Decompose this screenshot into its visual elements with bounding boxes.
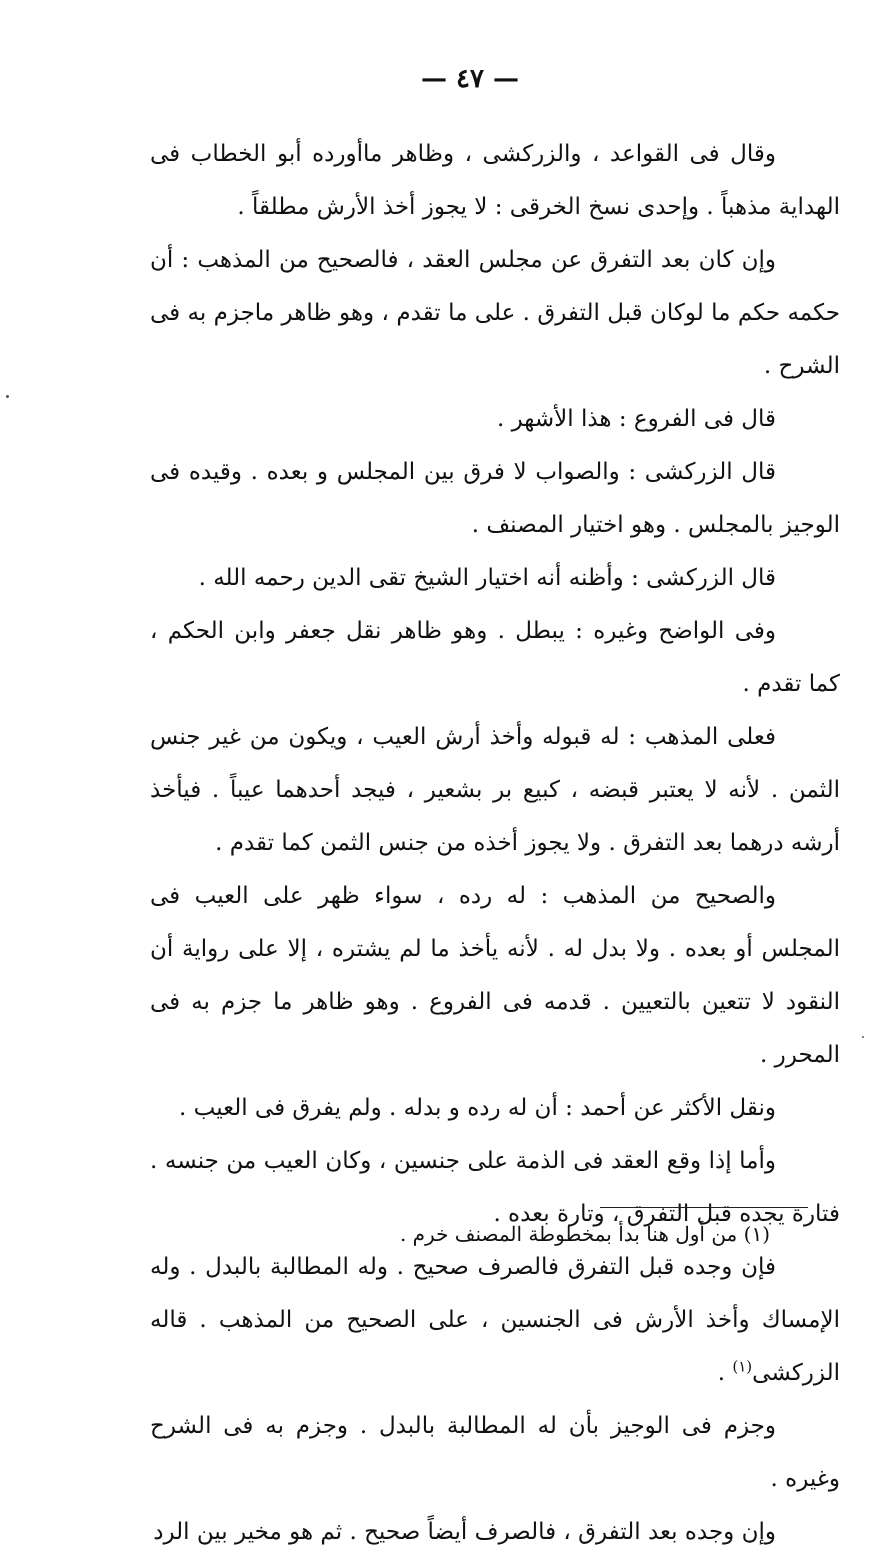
paragraph — [150, 870, 840, 1082]
scan-speck — [862, 1036, 864, 1038]
main-text — [150, 128, 840, 1559]
footnote: (١) من أول هنا بدأ بمخطوطة المصنف خرم . — [399, 1222, 770, 1246]
text-line: التفرق . ولا يجوز أخذه من جنس الثمن كما تقدم . — [215, 830, 686, 856]
footnote-reference[interactable]: (١) — [732, 1357, 753, 1376]
text-line: لأنه لا يعتبر قبضه ، كبيع بر بشعير ، فيجد أحدهما عيباً . فيأخذ أرشه درهما بعد — [150, 777, 840, 856]
text-line: فإن وجده قبل التفرق فالصرف صحيح . وله المطالبة بالبدل . وله الإمساك — [150, 1254, 840, 1333]
text-line: وأخذ الأرش فى الجنسين ، على الصحيح من المذهب . قاله الزركشى — [150, 1307, 840, 1386]
text-line: قدمه فى الفروع . وهو ظاهر ما جزم به فى المحرر . — [150, 989, 840, 1068]
paragraph — [150, 552, 840, 605]
text-line: قال فى الفروع : هذا الأشهر . — [496, 406, 776, 432]
paragraph — [150, 446, 840, 552]
text-line: وفى الواضح وغيره : يبطل . وهو ظاهر نقل جعفر وابن الحكم ، كما تقدم . — [150, 618, 840, 697]
paragraph — [150, 1241, 840, 1400]
text-line: قال الزركشى : والصواب لا فرق بين المجلس و بعده . وقيده فى الوجيز — [150, 459, 840, 538]
text-line: يجده قبل التفرق ، وتارة بعده . — [493, 1201, 785, 1227]
paragraph — [150, 234, 840, 393]
text-line: وإن وجده بعد التفرق ، فالصرف أيضاً صحيح . ثم هو مخير بين الرد — [153, 1519, 776, 1545]
text-line: بالمجلس . وهو اختيار المصنف . — [471, 512, 774, 538]
paragraph — [150, 393, 840, 446]
page-number: — ٤٧ — — [420, 64, 520, 94]
paragraph — [150, 1400, 840, 1506]
text-line: فعلى المذهب : له قبوله وأخذ أرش العيب ، ويكون من غير جنس الثمن . — [150, 724, 840, 803]
text-line: والصحيح من المذهب : له رده ، سواء ظهر على العيب فى المجلس أو بعده . — [150, 883, 841, 962]
text-line: قال الزركشى : وأظنه أنه اختيار الشيخ تقى الدين رحمه الله . — [198, 565, 776, 591]
text-line: وأما إذا وقع العقد فى الذمة على جنسين ، وكان العيب من جنسه . فتارة — [150, 1148, 840, 1227]
text-line-tail: . — [717, 1360, 733, 1386]
text-line: ونقل الأكثر عن أحمد : أن له رده و بدله . ولم يفرق فى العيب . — [178, 1095, 776, 1121]
scan-speck — [6, 395, 9, 398]
paragraph — [150, 605, 840, 711]
text-line: وإن كان بعد التفرق عن مجلس العقد ، فالصحيح من المذهب : أن حكمه — [150, 247, 840, 326]
text-line: حكم ما لوكان قبل التفرق . على ما تقدم ، وهو ظاهر ماجزم به فى الشرح . — [150, 300, 840, 379]
text-line: وقال فى القواعد ، والزركشى ، وظاهر ماأورده أبو الخطاب فى الهداية مذهباً . — [150, 141, 840, 220]
paragraph — [150, 1082, 840, 1135]
text-line: وجزم فى الوجيز بأن له المطالبة بالبدل . وجزم به فى الشرح وغيره . — [150, 1413, 840, 1492]
paragraph — [150, 1506, 840, 1559]
paragraph — [150, 711, 840, 870]
text-line: ولا بدل له . لأنه يأخذ ما لم يشتره ، إلا على رواية أن النقود لا تتعين بالتعيين . — [150, 936, 841, 1015]
text-line: وإحدى نسخ الخرقى : لا يجوز أخذ الأرش مطلقاً . — [237, 194, 700, 220]
paragraph — [150, 128, 840, 234]
footnote-divider — [600, 1207, 808, 1208]
